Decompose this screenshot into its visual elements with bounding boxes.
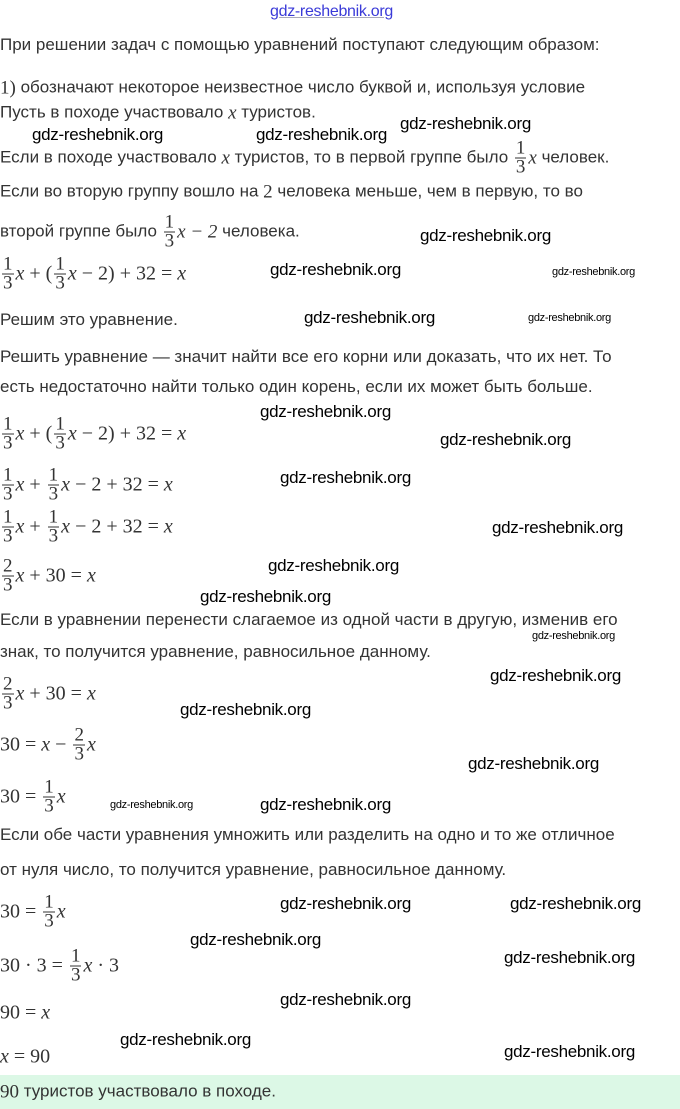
definition-line-1: Решить уравнение — значит найти все его корни или доказать, что их нет. То (0, 347, 612, 366)
text: Если в походе участвовало (0, 147, 217, 167)
numerator: 1 (48, 506, 59, 528)
watermark: gdz-reshebnik.org (468, 754, 599, 773)
number: 3 (36, 954, 47, 977)
equation (0, 253, 187, 294)
number: 90 (30, 1045, 51, 1068)
answer-label: туристов участвовало в походе. (23, 1081, 276, 1101)
numerator: 1 (3, 253, 13, 275)
header-watermark[interactable]: gdz-reshebnik.org (270, 3, 393, 20)
operator: = (147, 473, 159, 496)
operator: = (25, 785, 37, 808)
watermark: gdz-reshebnik.org (504, 1042, 635, 1061)
equation (0, 555, 96, 596)
numerator: 1 (44, 891, 54, 913)
operator: = (147, 515, 159, 538)
numerator: 2 (74, 724, 84, 746)
variable: x (41, 1001, 51, 1024)
watermark: gdz-reshebnik.org (200, 587, 331, 606)
operator: − (75, 515, 87, 538)
rule-1-line-2: знак, то получится уравнение, равносильное данному. (0, 642, 431, 661)
denominator: 3 (3, 574, 13, 596)
definition-line-2: есть недостаточно найти только один корень, если их может быть больше. (0, 377, 593, 396)
watermark: gdz-reshebnik.org (110, 799, 193, 811)
number: 30 (0, 900, 20, 923)
solve-text: Решим это уравнение. (0, 310, 178, 329)
variable: x (0, 1045, 9, 1068)
watermark: gdz-reshebnik.org (420, 226, 551, 245)
text: Пусть в походе участвовало (0, 102, 224, 122)
equation (0, 776, 66, 817)
denominator: 3 (55, 272, 65, 294)
watermark: gdz-reshebnik.org (532, 630, 615, 642)
variable: x (15, 682, 25, 705)
numerator: 1 (48, 464, 59, 486)
equation (0, 891, 66, 932)
watermark: gdz-reshebnik.org (32, 125, 163, 144)
operator: · (25, 954, 32, 977)
numerator: 2 (3, 555, 13, 577)
denominator: 3 (515, 156, 526, 178)
numerator: 1 (515, 137, 526, 159)
variable: x (15, 262, 25, 285)
fraction (164, 211, 176, 252)
watermark: gdz-reshebnik.org (190, 930, 321, 949)
variable: x (86, 564, 96, 587)
equation (0, 506, 173, 547)
number: 30 (0, 785, 20, 808)
operator: = (160, 262, 173, 285)
number: 30 (45, 564, 66, 587)
number: 2 (98, 422, 109, 445)
watermark: gdz-reshebnik.org (260, 795, 391, 814)
operator: − (81, 262, 94, 285)
denominator: 3 (164, 230, 175, 252)
variable: x (86, 733, 96, 756)
watermark: gdz-reshebnik.org (440, 430, 571, 449)
number: 32 (122, 473, 143, 496)
watermark: gdz-reshebnik.org (270, 260, 401, 279)
denominator: 3 (3, 272, 13, 294)
parenthesis: ( (45, 422, 53, 445)
operator: = (70, 682, 82, 705)
number: 2 (91, 473, 102, 496)
watermark: gdz-reshebnik.org (510, 894, 641, 913)
text: туристов, то в первой группе было (234, 147, 509, 167)
denominator: 3 (44, 795, 54, 817)
variable: x (83, 954, 93, 977)
step-number: 1) (0, 77, 16, 99)
operator: + (106, 515, 118, 538)
number: 2 (91, 515, 102, 538)
variable: x (67, 262, 77, 285)
variable: x (177, 262, 187, 285)
operator: = (25, 1001, 37, 1024)
second-group-statement (0, 182, 583, 203)
variable: x (163, 515, 173, 538)
equation (0, 413, 187, 454)
fraction (2, 413, 14, 454)
watermark: gdz-reshebnik.org (180, 700, 311, 719)
operator: = (25, 733, 37, 756)
fraction (48, 506, 60, 547)
fraction (43, 891, 55, 932)
fraction (73, 724, 85, 765)
intro-text: При решении задач с помощью уравнений поступают следующим образом: (0, 35, 600, 54)
watermark: gdz-reshebnik.org (492, 518, 623, 537)
text: человека. (222, 221, 300, 241)
number: 32 (135, 422, 156, 445)
numerator: 1 (164, 211, 175, 233)
watermark: gdz-reshebnik.org (552, 266, 635, 278)
equation (0, 724, 96, 765)
text: второй группе было (0, 221, 157, 241)
fraction (54, 413, 66, 454)
watermark: gdz-reshebnik.org (504, 948, 635, 967)
fraction (2, 506, 14, 547)
answer-box (0, 1075, 680, 1109)
equation (0, 673, 96, 714)
watermark: gdz-reshebnik.org (120, 1030, 251, 1049)
number: 2 (98, 262, 109, 285)
denominator: 3 (74, 743, 84, 765)
parenthesis: ) (108, 422, 115, 445)
expression: x − 2 (177, 221, 218, 242)
rule-2-line-2: от нуля число, то получится уравнение, равносильное данному. (0, 860, 507, 879)
operator: + (29, 422, 41, 445)
var: x (228, 102, 237, 124)
variable: x (15, 422, 25, 445)
operator: + (29, 564, 41, 587)
step-1 (0, 78, 585, 99)
watermark: gdz-reshebnik.org (260, 402, 391, 421)
operator: · (97, 954, 105, 977)
fraction (2, 673, 14, 714)
denominator: 3 (70, 964, 81, 986)
equation (0, 464, 173, 505)
equation (0, 945, 120, 986)
var: x (528, 147, 537, 168)
operator: = (13, 1045, 26, 1068)
number: 32 (135, 262, 156, 285)
operator: − (81, 422, 94, 445)
watermark: gdz-reshebnik.org (490, 666, 621, 685)
number: 32 (122, 515, 143, 538)
let-statement (0, 103, 316, 124)
variable: x (61, 473, 71, 496)
text: Если во вторую группу вошло на (0, 181, 259, 201)
numerator: 1 (3, 413, 13, 435)
numerator: 1 (3, 464, 13, 486)
number: 2 (263, 181, 273, 203)
denominator: 3 (44, 910, 54, 932)
variable: x (15, 473, 25, 496)
answer-text (0, 1082, 276, 1103)
variable: x (67, 422, 77, 445)
watermark: gdz-reshebnik.org (400, 114, 531, 133)
watermark: gdz-reshebnik.org (528, 312, 611, 324)
numerator: 2 (3, 673, 13, 695)
text: человека меньше, чем в первую, то во (277, 181, 583, 201)
fraction (43, 776, 55, 817)
denominator: 3 (48, 483, 59, 505)
operator: = (51, 954, 63, 977)
operator: + (29, 682, 41, 705)
number: 3 (109, 954, 120, 977)
variable: x (15, 515, 25, 538)
numerator: 1 (55, 253, 65, 275)
operator: + (29, 473, 41, 496)
denominator: 3 (3, 692, 13, 714)
var: x (221, 147, 230, 168)
answer-number: 90 (0, 1081, 19, 1103)
fraction (70, 945, 82, 986)
variable: x (61, 515, 71, 538)
number: 30 (0, 954, 20, 977)
fraction (48, 464, 60, 505)
equation (0, 1002, 50, 1025)
operator: + (29, 262, 41, 285)
watermark: gdz-reshebnik.org (280, 990, 411, 1009)
variable: x (56, 900, 66, 923)
variable: x (163, 473, 173, 496)
denominator: 3 (3, 483, 13, 505)
parenthesis: ) (108, 262, 115, 285)
fraction (54, 253, 66, 294)
variable: x (15, 564, 25, 587)
numerator: 1 (55, 413, 65, 435)
operator: = (160, 422, 173, 445)
denominator: 3 (48, 525, 59, 547)
variable: x (177, 422, 187, 445)
operator: − (55, 733, 67, 756)
operator: = (25, 900, 37, 923)
number: 30 (0, 733, 20, 756)
operator: = (70, 564, 82, 587)
variable: x (41, 733, 51, 756)
watermark: gdz-reshebnik.org (280, 468, 411, 487)
operator: + (119, 262, 131, 285)
fraction (2, 555, 14, 596)
text: туристов. (241, 102, 316, 122)
operator: + (29, 515, 41, 538)
number: 90 (0, 1001, 20, 1024)
numerator: 1 (70, 945, 81, 967)
text: человек. (541, 147, 610, 167)
watermark: gdz-reshebnik.org (268, 556, 399, 575)
variable: x (86, 682, 96, 705)
denominator: 3 (3, 525, 13, 547)
second-group-expression (0, 211, 300, 252)
parenthesis: ( (45, 262, 53, 285)
fraction (2, 253, 14, 294)
numerator: 1 (3, 506, 13, 528)
first-group-statement (0, 137, 610, 178)
equation (0, 1046, 50, 1069)
watermark: gdz-reshebnik.org (304, 308, 435, 327)
fraction (2, 464, 14, 505)
watermark: gdz-reshebnik.org (280, 894, 411, 913)
step-text: обозначают некоторое неизвестное число буквой и, используя условие (20, 77, 586, 97)
operator: − (75, 473, 87, 496)
denominator: 3 (55, 432, 65, 454)
operator: + (106, 473, 118, 496)
watermark: gdz-reshebnik.org (256, 125, 387, 144)
numerator: 1 (44, 776, 54, 798)
denominator: 3 (3, 432, 13, 454)
number: 30 (45, 682, 66, 705)
fraction (515, 137, 527, 178)
variable: x (56, 785, 66, 808)
rule-2-line-1: Если обе части уравнения умножить или разделить на одно и то же отличное (0, 825, 615, 844)
rule-1-line-1: Если в уравнении перенести слагаемое из одной части в другую, изменив его (0, 610, 618, 629)
operator: + (119, 422, 131, 445)
